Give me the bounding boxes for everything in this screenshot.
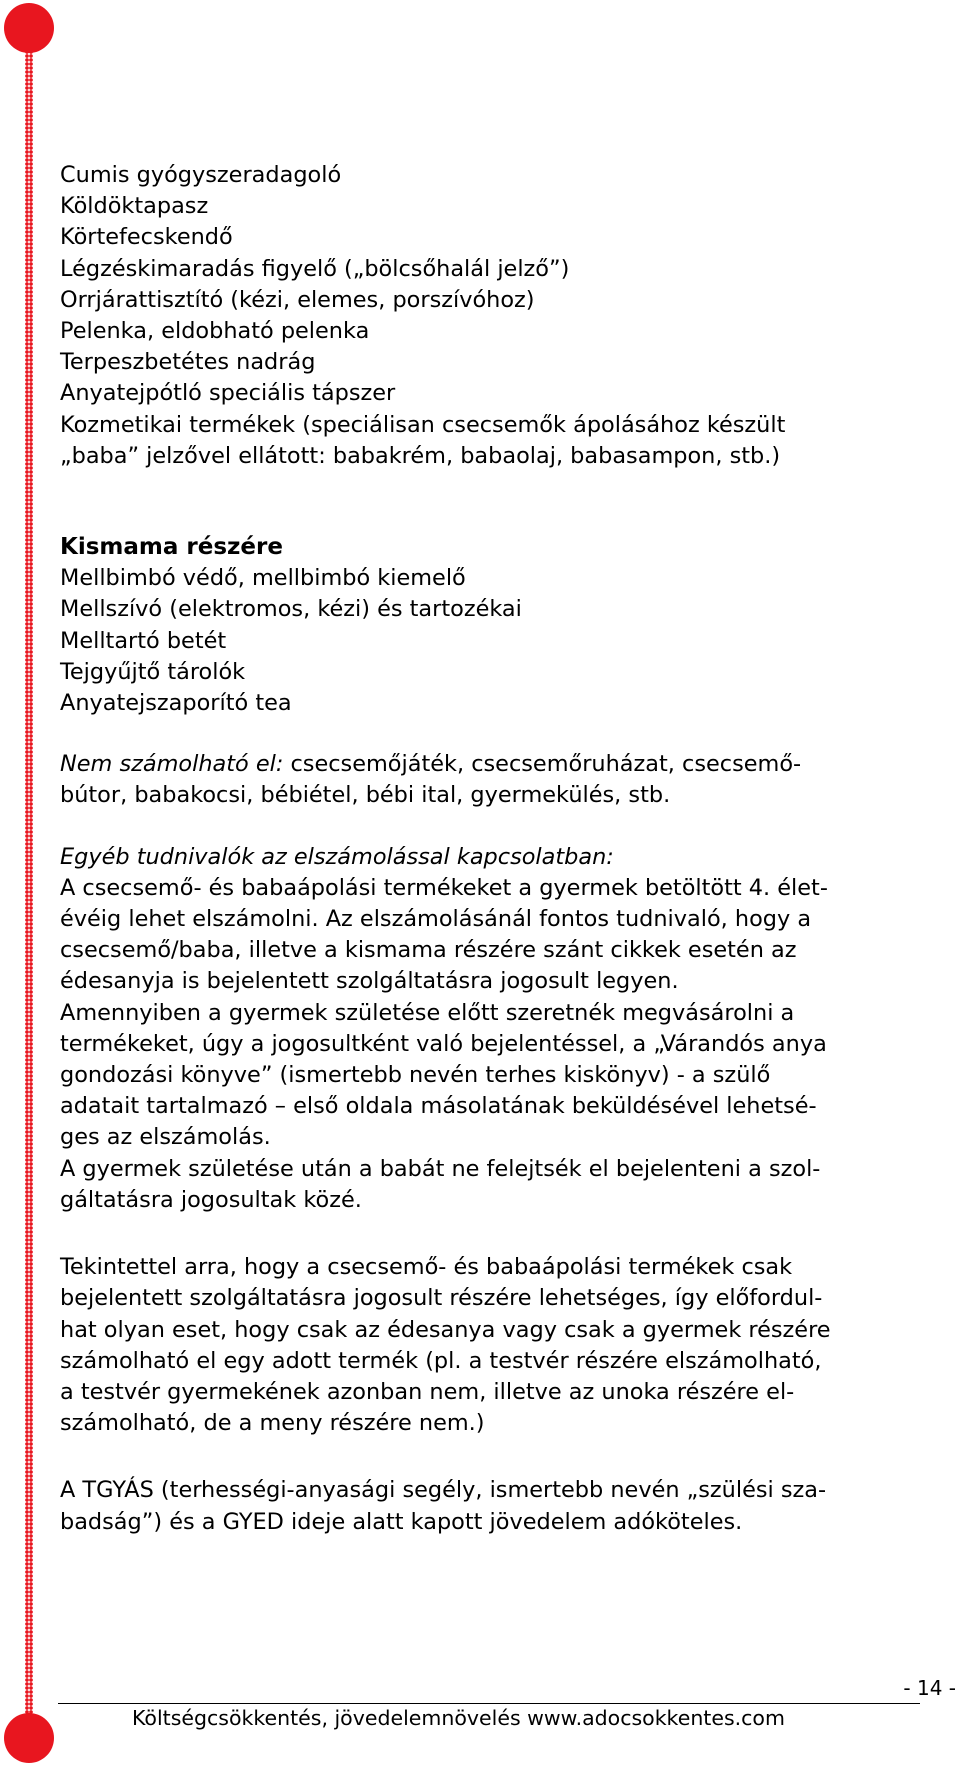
paragraph-line: A gyermek születése után a babát ne felejtsék el bejelenteni a szol- <box>60 1155 821 1182</box>
product-item: Köldöktapasz <box>60 193 209 220</box>
other-info-heading: Egyéb tudnivalók az elszámolással kapcsolatban: <box>60 843 614 870</box>
paragraph-line: ges az elszámolás. <box>60 1124 271 1151</box>
paragraph-line: Amennyiben a gyermek születése előtt szeretnék megvásárolni a <box>60 999 795 1026</box>
paragraph-line: számolható, de a meny részére nem.) <box>60 1410 485 1437</box>
paragraph-line: hat olyan eset, hogy csak az édesanya vagy csak a gyermek részére <box>60 1316 831 1343</box>
kismama-item: Tejgyűjtő tárolók <box>60 658 246 685</box>
paragraph-line: badság”) és a GYED ideje alatt kapott jövedelem adóköteles. <box>60 1508 743 1535</box>
kismama-item: Anyatejszaporító tea <box>60 690 292 717</box>
top-red-circle <box>4 3 54 53</box>
bottom-red-circle <box>4 1713 54 1763</box>
product-item: Orrjárattisztító (kézi, elemes, porszívóhoz) <box>60 286 535 313</box>
product-item: Cumis gyógyszeradagoló <box>60 162 342 188</box>
tgyas-paragraph <box>60 1475 960 1537</box>
page-content <box>60 160 960 1538</box>
product-item: Anyatejpótló speciális tápszer <box>60 380 396 407</box>
product-list <box>60 160 960 472</box>
not-deductible-paragraph <box>60 749 960 811</box>
paragraph-line: számolható el egy adott termék (pl. a testvér részére elszámolható, <box>60 1347 822 1374</box>
product-item: Kozmetikai termékek (speciálisan csecsemők ápolásához készült <box>60 411 786 438</box>
product-item: Légzéskimaradás figyelő („bölcsőhalál jelző”) <box>60 255 570 282</box>
other-info-section <box>60 842 960 1216</box>
paragraph-line: termékeket, úgy a jogosultként való bejelentéssel, a „Várandós anya <box>60 1030 827 1057</box>
page-number: - 14 - <box>903 1676 956 1700</box>
paragraph-line: édesanyja is bejelentett szolgáltatásra jogosult legyen. <box>60 968 679 995</box>
paragraph-line: Tekintettel arra, hogy a csecsemő- és babaápolási termékek csak <box>60 1254 793 1281</box>
paragraph-line: A TGYÁS (terhességi-anyasági segély, ismertebb nevén „szülési sza- <box>60 1477 827 1504</box>
product-item: Pelenka, eldobható pelenka <box>60 318 370 345</box>
paragraph-line: A csecsemő- és babaápolási termékeket a gyermek betöltött 4. élet- <box>60 874 828 901</box>
kismama-item: Mellbimbó védő, mellbimbó kiemelő <box>60 565 466 592</box>
kismama-list <box>60 563 960 719</box>
kismama-item: Melltartó betét <box>60 627 227 654</box>
paragraph-line: évéig lehet elszámolni. Az elszámolásánál fontos tudnivaló, hogy a <box>60 906 812 933</box>
paragraph-line: gáltatásra jogosultak közé. <box>60 1186 362 1213</box>
product-item: Körtefecskendő <box>60 224 233 251</box>
kismama-item: Mellszívó (elektromos, kézi) és tartozékai <box>60 596 522 623</box>
footer-text: Költségcsökkentés, jövedelemnövelés www.adocsokkentes.com <box>132 1706 785 1730</box>
product-item: „baba” jelzővel ellátott: babakrém, babaolaj, babasampon, stb.) <box>60 442 781 469</box>
footer-divider <box>58 1703 920 1704</box>
not-deductible-text: csecsemőjáték, csecsemőruházat, csecsemő- <box>283 751 802 778</box>
paragraph-line: adatait tartalmazó – első oldala másolatának beküldésével lehetsé- <box>60 1093 817 1120</box>
paragraph-line: gondozási könyve” (ismertebb nevén terhes kiskönyv) - a szülő <box>60 1062 771 1089</box>
kismama-heading: Kismama részére <box>60 534 283 561</box>
decorative-dotted-margin <box>25 30 33 1735</box>
tekintettel-paragraph <box>60 1252 960 1439</box>
paragraph-line: a testvér gyermekének azonban nem, illetve az unoka részére el- <box>60 1378 795 1405</box>
paragraph-line: csecsemő/baba, illetve a kismama részére szánt cikkek esetén az <box>60 937 797 964</box>
product-item: Terpeszbetétes nadrág <box>60 349 316 376</box>
not-deductible-text: bútor, babakocsi, bébiétel, bébi ital, gyermekülés, stb. <box>60 782 671 809</box>
paragraph-line: bejelentett szolgáltatásra jogosult részére lehetséges, így előfordul- <box>60 1285 823 1312</box>
not-deductible-label: Nem számolható el: <box>60 751 284 778</box>
